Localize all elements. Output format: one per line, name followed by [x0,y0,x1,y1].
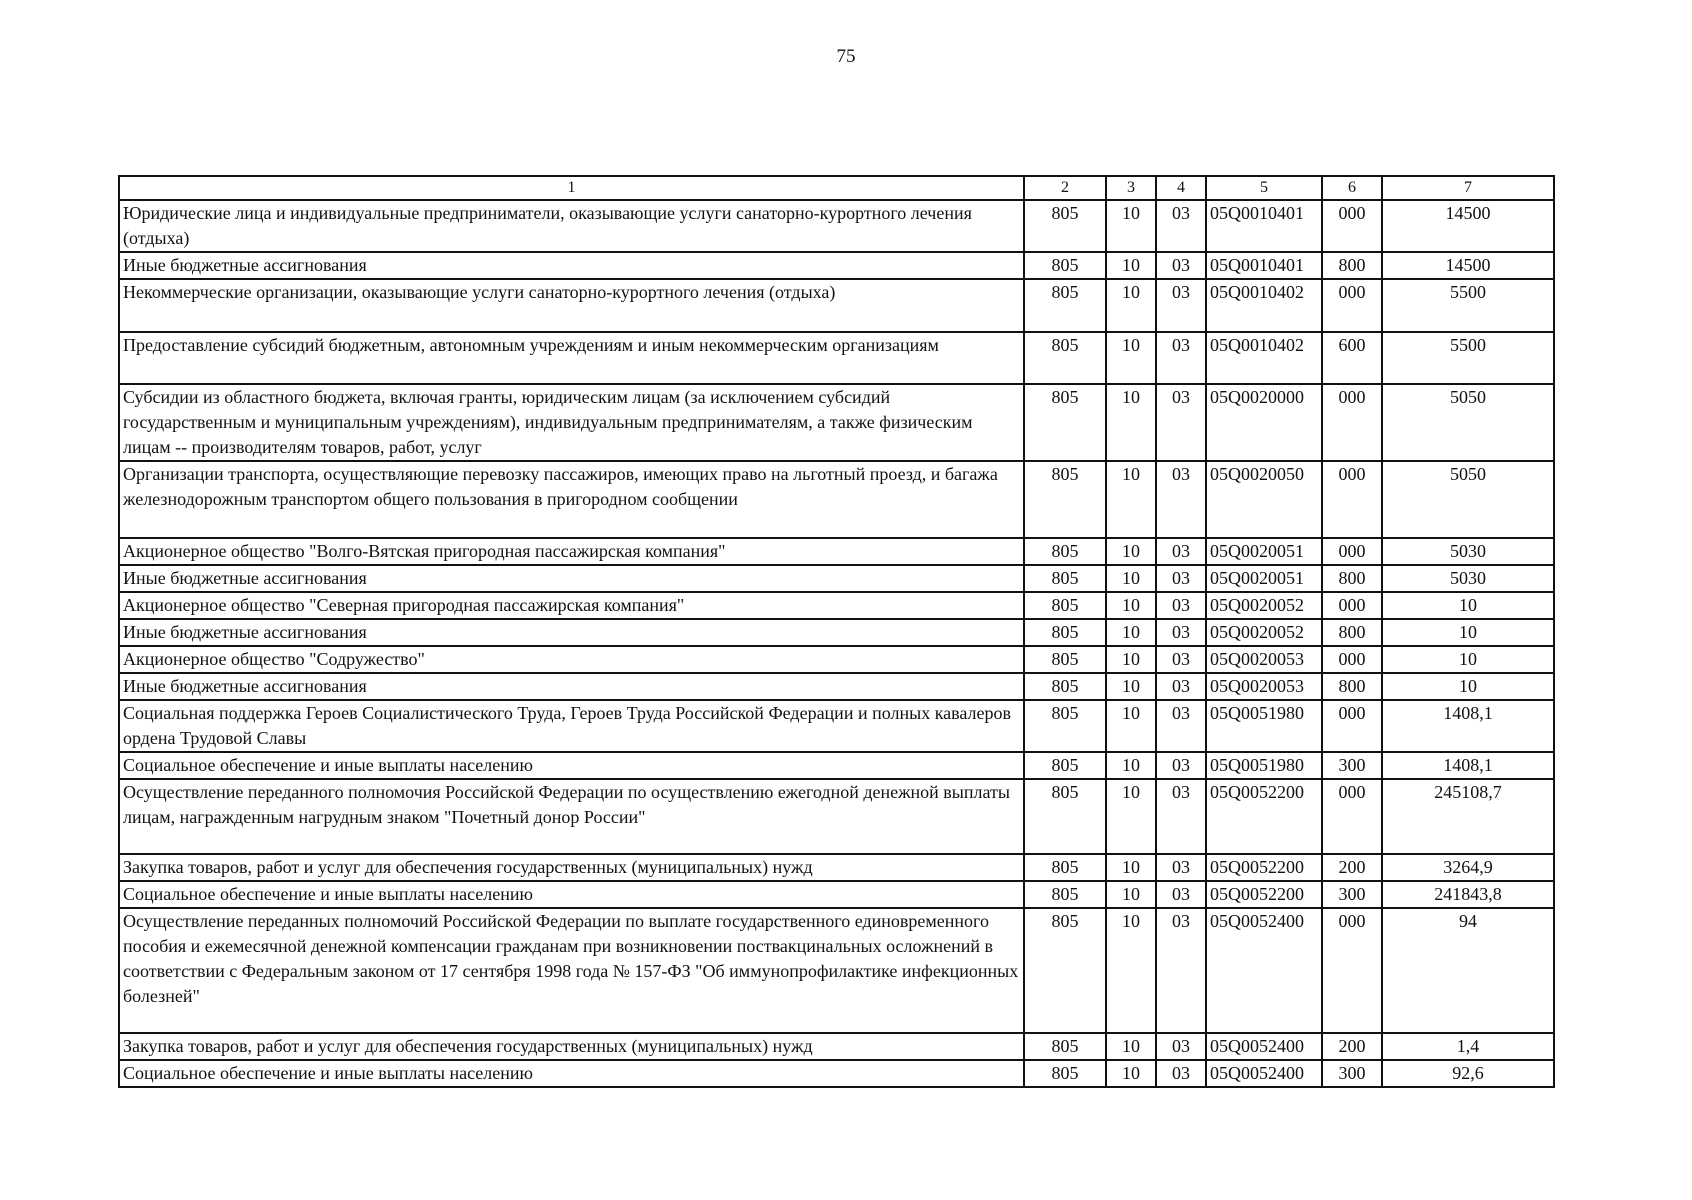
expense-type-code: 000 [1322,592,1382,619]
dept-code: 805 [1024,908,1106,1033]
target-article-code: 05Q0052400 [1206,1033,1322,1060]
subsection-code: 03 [1156,200,1206,252]
dept-code: 805 [1024,279,1106,332]
table-row [119,854,1554,881]
table-row [119,384,1554,461]
column-header: 6 [1322,176,1382,200]
row-description: Закупка товаров, работ и услуг для обеспечения государственных (муниципальных) нужд [119,1033,1024,1060]
target-article-code: 05Q0052200 [1206,854,1322,881]
section-code: 10 [1106,700,1156,752]
budget-table [118,175,1555,1088]
target-article-code: 05Q0020053 [1206,673,1322,700]
target-article-code: 05Q0020000 [1206,384,1322,461]
dept-code: 805 [1024,332,1106,384]
row-description: Закупка товаров, работ и услуг для обеспечения государственных (муниципальных) нужд [119,854,1024,881]
dept-code: 805 [1024,384,1106,461]
target-article-code: 05Q0020052 [1206,619,1322,646]
amount: 1408,1 [1382,752,1554,779]
row-description: Осуществление переданного полномочия Российской Федерации по осуществлению ежегодной денежной выплаты лицам, награжденным нагрудным знаком "Почетный донор России" [119,779,1024,854]
target-article-code: 05Q0010402 [1206,279,1322,332]
dept-code: 805 [1024,673,1106,700]
table-row [119,673,1554,700]
section-code: 10 [1106,1060,1156,1087]
amount: 241843,8 [1382,881,1554,908]
section-code: 10 [1106,538,1156,565]
section-code: 10 [1106,646,1156,673]
table-row [119,592,1554,619]
target-article-code: 05Q0020050 [1206,461,1322,538]
table-row [119,461,1554,538]
row-description: Акционерное общество "Северная пригородная пассажирская компания" [119,592,1024,619]
column-header: 2 [1024,176,1106,200]
dept-code: 805 [1024,592,1106,619]
row-description: Некоммерческие организации, оказывающие услуги санаторно-курортного лечения (отдыха) [119,279,1024,332]
expense-type-code: 000 [1322,538,1382,565]
subsection-code: 03 [1156,461,1206,538]
subsection-code: 03 [1156,538,1206,565]
dept-code: 805 [1024,700,1106,752]
column-header: 1 [119,176,1024,200]
table-row [119,538,1554,565]
expense-type-code: 800 [1322,619,1382,646]
expense-type-code: 000 [1322,908,1382,1033]
target-article-code: 05Q0010401 [1206,252,1322,279]
amount: 5050 [1382,384,1554,461]
row-description: Иные бюджетные ассигнования [119,673,1024,700]
target-article-code: 05Q0020051 [1206,538,1322,565]
table-row [119,200,1554,252]
section-code: 10 [1106,1033,1156,1060]
expense-type-code: 800 [1322,252,1382,279]
subsection-code: 03 [1156,881,1206,908]
amount: 10 [1382,619,1554,646]
subsection-code: 03 [1156,619,1206,646]
dept-code: 805 [1024,646,1106,673]
column-header: 3 [1106,176,1156,200]
expense-type-code: 800 [1322,673,1382,700]
target-article-code: 05Q0052200 [1206,779,1322,854]
amount: 5030 [1382,538,1554,565]
table-row [119,779,1554,854]
table-row [119,1033,1554,1060]
dept-code: 805 [1024,1033,1106,1060]
dept-code: 805 [1024,854,1106,881]
page-number: 75 [836,46,856,67]
dept-code: 805 [1024,881,1106,908]
expense-type-code: 000 [1322,461,1382,538]
dept-code: 805 [1024,538,1106,565]
subsection-code: 03 [1156,854,1206,881]
dept-code: 805 [1024,1060,1106,1087]
dept-code: 805 [1024,461,1106,538]
expense-type-code: 300 [1322,1060,1382,1087]
table-row [119,619,1554,646]
subsection-code: 03 [1156,752,1206,779]
expense-type-code: 000 [1322,384,1382,461]
column-header: 4 [1156,176,1206,200]
table-row [119,646,1554,673]
table-row [119,1060,1554,1087]
expense-type-code: 800 [1322,565,1382,592]
row-description: Субсидии из областного бюджета, включая гранты, юридическим лицам (за исключением субсидий государственным и муниципальным учреждениям), индивидуальным предпринимателям, а также физическим лицам -- производителям товаров, работ, услуг [119,384,1024,461]
amount: 5500 [1382,279,1554,332]
section-code: 10 [1106,908,1156,1033]
target-article-code: 05Q0051980 [1206,700,1322,752]
section-code: 10 [1106,881,1156,908]
section-code: 10 [1106,279,1156,332]
row-description: Организации транспорта, осуществляющие перевозку пассажиров, имеющих право на льготный проезд, и багажа железнодорожным транспортом общего пользования в пригородном сообщении [119,461,1024,538]
subsection-code: 03 [1156,1033,1206,1060]
subsection-code: 03 [1156,279,1206,332]
row-description: Акционерное общество "Содружество" [119,646,1024,673]
amount: 5050 [1382,461,1554,538]
target-article-code: 05Q0052200 [1206,881,1322,908]
subsection-code: 03 [1156,908,1206,1033]
subsection-code: 03 [1156,1060,1206,1087]
row-description: Иные бюджетные ассигнования [119,619,1024,646]
dept-code: 805 [1024,779,1106,854]
subsection-code: 03 [1156,565,1206,592]
section-code: 10 [1106,592,1156,619]
section-code: 10 [1106,384,1156,461]
section-code: 10 [1106,673,1156,700]
row-description: Иные бюджетные ассигнования [119,252,1024,279]
table-row [119,881,1554,908]
table-row [119,565,1554,592]
amount: 1,4 [1382,1033,1554,1060]
amount: 245108,7 [1382,779,1554,854]
table-header-row [119,176,1554,200]
section-code: 10 [1106,854,1156,881]
row-description: Предоставление субсидий бюджетным, автономным учреждениям и иным некоммерческим организациям [119,332,1024,384]
target-article-code: 05Q0020052 [1206,592,1322,619]
table-row [119,332,1554,384]
target-article-code: 05Q0020051 [1206,565,1322,592]
amount: 10 [1382,592,1554,619]
expense-type-code: 600 [1322,332,1382,384]
subsection-code: 03 [1156,332,1206,384]
amount: 5030 [1382,565,1554,592]
expense-type-code: 200 [1322,1033,1382,1060]
amount: 3264,9 [1382,854,1554,881]
dept-code: 805 [1024,619,1106,646]
dept-code: 805 [1024,200,1106,252]
row-description: Акционерное общество "Волго-Вятская пригородная пассажирская компания" [119,538,1024,565]
expense-type-code: 200 [1322,854,1382,881]
target-article-code: 05Q0051980 [1206,752,1322,779]
section-code: 10 [1106,779,1156,854]
subsection-code: 03 [1156,592,1206,619]
row-description: Иные бюджетные ассигнования [119,565,1024,592]
amount: 10 [1382,673,1554,700]
target-article-code: 05Q0010401 [1206,200,1322,252]
target-article-code: 05Q0052400 [1206,908,1322,1033]
row-description: Социальное обеспечение и иные выплаты населению [119,881,1024,908]
dept-code: 805 [1024,752,1106,779]
expense-type-code: 300 [1322,881,1382,908]
expense-type-code: 300 [1322,752,1382,779]
section-code: 10 [1106,752,1156,779]
amount: 5500 [1382,332,1554,384]
column-header: 5 [1206,176,1322,200]
table-row [119,252,1554,279]
expense-type-code: 000 [1322,700,1382,752]
expense-type-code: 000 [1322,779,1382,854]
subsection-code: 03 [1156,252,1206,279]
target-article-code: 05Q0010402 [1206,332,1322,384]
expense-type-code: 000 [1322,646,1382,673]
amount: 92,6 [1382,1060,1554,1087]
table-row [119,700,1554,752]
amount: 14500 [1382,252,1554,279]
row-description: Социальная поддержка Героев Социалистического Труда, Героев Труда Российской Федерации и полных кавалеров ордена Трудовой Славы [119,700,1024,752]
section-code: 10 [1106,332,1156,384]
row-description: Юридические лица и индивидуальные предприниматели, оказывающие услуги санаторно-курортного лечения (отдыха) [119,200,1024,252]
table-row [119,279,1554,332]
dept-code: 805 [1024,565,1106,592]
section-code: 10 [1106,461,1156,538]
section-code: 10 [1106,252,1156,279]
subsection-code: 03 [1156,673,1206,700]
subsection-code: 03 [1156,700,1206,752]
subsection-code: 03 [1156,384,1206,461]
section-code: 10 [1106,619,1156,646]
amount: 1408,1 [1382,700,1554,752]
section-code: 10 [1106,200,1156,252]
expense-type-code: 000 [1322,200,1382,252]
amount: 10 [1382,646,1554,673]
row-description: Социальное обеспечение и иные выплаты населению [119,752,1024,779]
target-article-code: 05Q0020053 [1206,646,1322,673]
table-row [119,908,1554,1033]
target-article-code: 05Q0052400 [1206,1060,1322,1087]
row-description: Осуществление переданных полномочий Российской Федерации по выплате государственного единовременного пособия и ежемесячной денежной компенсации гражданам при возникновении поствакцинальных осложнений в соответствии с Федеральным законом от 17 сентября 1998 года № 157-ФЗ "Об иммунопрофилактике инфекционных болезней" [119,908,1024,1033]
dept-code: 805 [1024,252,1106,279]
amount: 14500 [1382,200,1554,252]
section-code: 10 [1106,565,1156,592]
row-description: Социальное обеспечение и иные выплаты населению [119,1060,1024,1087]
table-row [119,752,1554,779]
column-header: 7 [1382,176,1554,200]
expense-type-code: 000 [1322,279,1382,332]
amount: 94 [1382,908,1554,1033]
subsection-code: 03 [1156,646,1206,673]
subsection-code: 03 [1156,779,1206,854]
